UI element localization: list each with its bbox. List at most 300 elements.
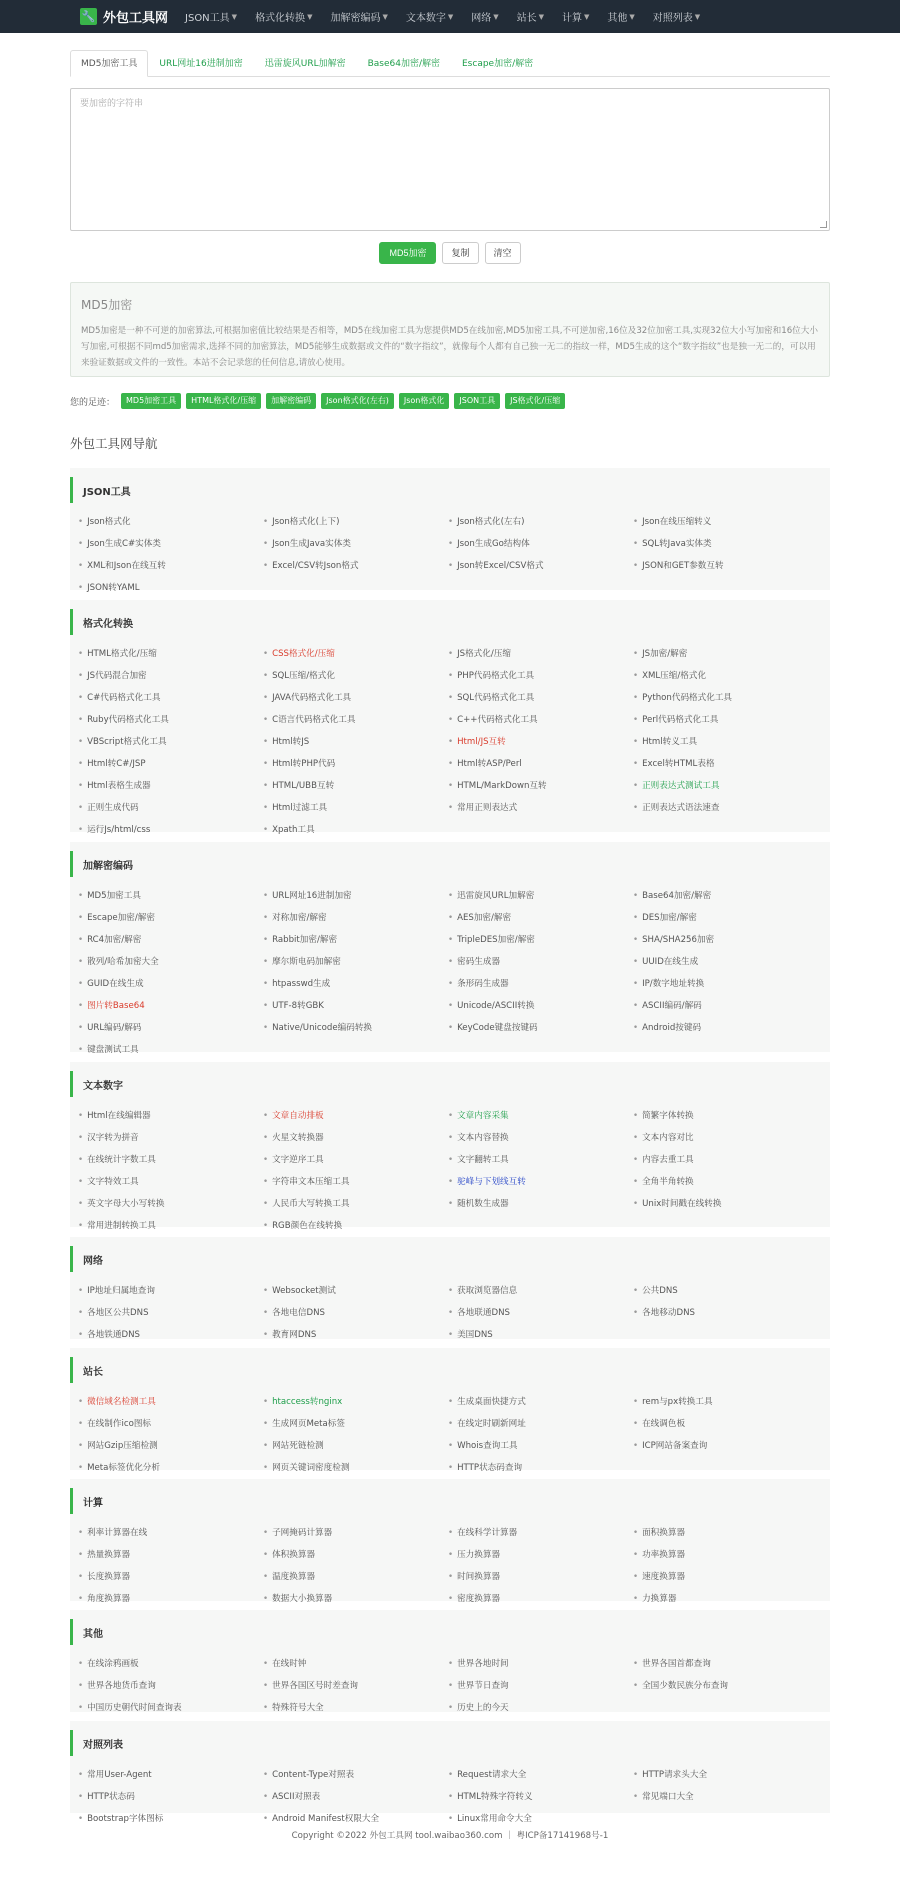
- tool-link[interactable]: [78, 1215, 263, 1237]
- tool-link[interactable]: [78, 1457, 263, 1479]
- tool-link[interactable]: [78, 753, 263, 775]
- tool-link-label: 对称加密/解密: [272, 913, 327, 923]
- tool-link[interactable]: [78, 775, 263, 797]
- bullet-icon: •: [263, 715, 269, 725]
- tool-link[interactable]: [78, 995, 263, 1017]
- section-grid: [70, 1645, 830, 1723]
- tool-link[interactable]: [633, 1391, 818, 1413]
- tool-link[interactable]: [448, 1653, 633, 1675]
- tool-link[interactable]: [448, 555, 633, 577]
- tool-link-label: Unicode/ASCII转换: [457, 1001, 535, 1011]
- tool-link[interactable]: [633, 885, 818, 907]
- tool-link-label: ASCII编码/解码: [642, 1001, 702, 1011]
- tool-link[interactable]: [633, 973, 818, 995]
- tool-link[interactable]: [78, 1280, 263, 1302]
- tool-link[interactable]: [263, 1522, 448, 1544]
- nav-section: [70, 842, 830, 1055]
- tool-link[interactable]: [448, 907, 633, 929]
- tool-tab[interactable]: Escape加密/解密: [462, 59, 534, 69]
- section-title: 站长: [70, 1357, 830, 1383]
- tool-link-label: Escape加密/解密: [87, 913, 155, 923]
- tool-link[interactable]: [78, 533, 263, 555]
- tool-link[interactable]: [263, 511, 448, 533]
- tool-link[interactable]: [78, 1039, 263, 1061]
- tool-link[interactable]: [633, 1017, 818, 1039]
- bullet-icon: •: [78, 539, 84, 549]
- bullet-icon: •: [78, 1528, 84, 1538]
- nav-section: [70, 1721, 830, 1824]
- caret-down-icon: ▼: [538, 12, 545, 21]
- tool-link[interactable]: [263, 1435, 448, 1457]
- nav-menu-item[interactable]: [176, 0, 246, 33]
- tool-link-label: HTML特殊字符转义: [457, 1792, 533, 1802]
- tool-link-label: 生成桌面快捷方式: [457, 1397, 526, 1407]
- tool-link[interactable]: [78, 885, 263, 907]
- copy-button[interactable]: 复制: [442, 242, 478, 264]
- tool-link[interactable]: [633, 1588, 818, 1610]
- tool-link-label: 世界各国区号时差查询: [272, 1681, 359, 1691]
- bullet-icon: •: [78, 715, 84, 725]
- tool-link[interactable]: [263, 1588, 448, 1610]
- tool-link[interactable]: [263, 1391, 448, 1413]
- tool-link[interactable]: [448, 1697, 633, 1719]
- tool-link-label: 常见端口大全: [642, 1792, 694, 1802]
- bullet-icon: •: [633, 693, 639, 703]
- tool-link[interactable]: [633, 1280, 818, 1302]
- bullet-icon: •: [263, 1594, 269, 1604]
- tool-link[interactable]: [633, 665, 818, 687]
- tool-link[interactable]: [263, 1193, 448, 1215]
- tool-link[interactable]: [448, 1105, 633, 1127]
- bullet-icon: •: [78, 1463, 84, 1473]
- bullet-icon: •: [263, 1441, 269, 1451]
- nav-menu-label: 计算: [562, 13, 583, 24]
- tool-link[interactable]: [263, 753, 448, 775]
- tool-link[interactable]: [78, 1653, 263, 1675]
- bullet-icon: •: [78, 1419, 84, 1429]
- bullet-icon: •: [633, 1397, 639, 1407]
- tool-link[interactable]: [263, 995, 448, 1017]
- tool-link[interactable]: [448, 1413, 633, 1435]
- tool-link[interactable]: [633, 1522, 818, 1544]
- trail-chip[interactable]: JSON工具: [454, 393, 500, 409]
- tool-link[interactable]: [78, 1786, 263, 1808]
- tool-link-label: TripleDES加密/解密: [457, 935, 535, 945]
- tool-link[interactable]: [448, 973, 633, 995]
- bullet-icon: •: [78, 1792, 84, 1802]
- tool-link[interactable]: [448, 1171, 633, 1193]
- bullet-icon: •: [448, 737, 454, 747]
- caret-down-icon: ▼: [584, 12, 590, 21]
- tool-link[interactable]: [633, 995, 818, 1017]
- tool-link[interactable]: [78, 1544, 263, 1566]
- tool-link[interactable]: [448, 1391, 633, 1413]
- tool-link[interactable]: [448, 775, 633, 797]
- tool-link[interactable]: [448, 1302, 633, 1324]
- section-title: 网络: [70, 1246, 830, 1272]
- tool-link-label: 正则表达式语法速查: [642, 803, 720, 813]
- tool-link[interactable]: [78, 973, 263, 995]
- tool-link[interactable]: [448, 1522, 633, 1544]
- tool-link[interactable]: [78, 665, 263, 687]
- tool-link[interactable]: [263, 775, 448, 797]
- tool-link[interactable]: [263, 1675, 448, 1697]
- clear-button[interactable]: 清空: [485, 242, 521, 264]
- tool-link[interactable]: [78, 1171, 263, 1193]
- tool-link[interactable]: [448, 753, 633, 775]
- bullet-icon: •: [78, 781, 84, 791]
- tool-link[interactable]: [78, 1302, 263, 1324]
- tool-link[interactable]: [448, 1544, 633, 1566]
- bullet-icon: •: [633, 1001, 639, 1011]
- tool-link[interactable]: [78, 951, 263, 973]
- bullet-icon: •: [263, 1286, 269, 1296]
- trail-chip[interactable]: JS格式化/压缩: [505, 393, 565, 409]
- tool-tab[interactable]: MD5加密工具: [70, 50, 148, 77]
- tool-link-label: C语言代码格式化工具: [272, 715, 356, 725]
- nav-menu-item[interactable]: [246, 0, 321, 33]
- tool-link[interactable]: [263, 731, 448, 753]
- tool-link[interactable]: [263, 1280, 448, 1302]
- tool-link[interactable]: [78, 1193, 263, 1215]
- tool-link[interactable]: [263, 1149, 448, 1171]
- bullet-icon: •: [448, 1550, 454, 1560]
- tool-link[interactable]: [78, 797, 263, 819]
- nav-menu-item[interactable]: [508, 0, 553, 33]
- tool-link[interactable]: [263, 951, 448, 973]
- tool-link[interactable]: [78, 555, 263, 577]
- bullet-icon: •: [448, 539, 454, 549]
- tool-link[interactable]: [78, 1697, 263, 1719]
- tool-link[interactable]: [78, 1522, 263, 1544]
- tool-link[interactable]: [633, 1653, 818, 1675]
- tool-link[interactable]: [633, 1675, 818, 1697]
- tool-link[interactable]: [263, 1566, 448, 1588]
- tool-link[interactable]: [633, 511, 818, 533]
- tool-link-label: 世界节日查询: [457, 1681, 509, 1691]
- tool-link[interactable]: [263, 819, 448, 841]
- tool-link-label: Json格式化: [87, 517, 131, 527]
- tool-link[interactable]: [448, 665, 633, 687]
- nav-menu-label: 格式化转换: [255, 13, 306, 24]
- tool-link[interactable]: [263, 1808, 448, 1830]
- tool-link[interactable]: [78, 643, 263, 665]
- tool-link-label: 速度换算器: [642, 1572, 686, 1582]
- tool-link[interactable]: [633, 1435, 818, 1457]
- bullet-icon: •: [263, 539, 269, 549]
- tool-link[interactable]: [263, 1764, 448, 1786]
- trail-chip[interactable]: MD5加密工具: [121, 393, 181, 409]
- bullet-icon: •: [78, 1703, 84, 1713]
- tool-link-label: 教育网DNS: [272, 1330, 317, 1340]
- trail-chip[interactable]: 加解密编码: [266, 393, 316, 409]
- tool-link[interactable]: [448, 1127, 633, 1149]
- tool-link[interactable]: [78, 687, 263, 709]
- tool-link[interactable]: [633, 1413, 818, 1435]
- bullet-icon: •: [633, 1155, 639, 1165]
- tool-link-label: HTTP状态码查询: [457, 1463, 523, 1473]
- tool-link[interactable]: [448, 687, 633, 709]
- tool-link[interactable]: [263, 907, 448, 929]
- tool-link[interactable]: [448, 709, 633, 731]
- bullet-icon: •: [78, 737, 84, 747]
- tool-link[interactable]: [263, 885, 448, 907]
- bullet-icon: •: [78, 1550, 84, 1560]
- tool-link[interactable]: [448, 1457, 633, 1479]
- tool-link[interactable]: [448, 1764, 633, 1786]
- tool-link[interactable]: [263, 1127, 448, 1149]
- section-grid: [70, 1514, 830, 1614]
- tool-link[interactable]: [78, 819, 263, 841]
- tool-link-label: 图片转Base64: [87, 1001, 145, 1011]
- tool-link[interactable]: [448, 533, 633, 555]
- trail-chip[interactable]: Json格式化(左右): [321, 393, 394, 409]
- bullet-icon: •: [263, 1463, 269, 1473]
- nav-menu-item[interactable]: [553, 0, 598, 33]
- tool-link[interactable]: [633, 929, 818, 951]
- tool-link[interactable]: [448, 1588, 633, 1610]
- bullet-icon: •: [448, 1572, 454, 1582]
- tool-link[interactable]: [78, 1105, 263, 1127]
- tool-link[interactable]: [263, 1653, 448, 1675]
- tool-link-label: ASCII对照表: [272, 1792, 321, 1802]
- nav-menu-item[interactable]: [321, 0, 396, 33]
- tool-link[interactable]: [633, 753, 818, 775]
- tool-link-label: 火星文转换器: [272, 1133, 324, 1143]
- tool-link[interactable]: [263, 1457, 448, 1479]
- tool-link[interactable]: [78, 1413, 263, 1435]
- tool-link[interactable]: [448, 995, 633, 1017]
- tool-link[interactable]: [448, 1786, 633, 1808]
- tool-link[interactable]: [78, 709, 263, 731]
- tool-link-label: 角度换算器: [87, 1594, 131, 1604]
- bullet-icon: •: [78, 1133, 84, 1143]
- tool-link[interactable]: [633, 1302, 818, 1324]
- tool-link[interactable]: [448, 1808, 633, 1830]
- tool-link[interactable]: [263, 1786, 448, 1808]
- tool-link[interactable]: [448, 1324, 633, 1346]
- tool-link[interactable]: [263, 1413, 448, 1435]
- tool-link[interactable]: [78, 731, 263, 753]
- tool-link[interactable]: [448, 1149, 633, 1171]
- tool-link[interactable]: [633, 1193, 818, 1215]
- intro-title: MD5加密: [81, 298, 133, 312]
- bullet-icon: •: [78, 803, 84, 813]
- tool-link[interactable]: [263, 533, 448, 555]
- tool-link[interactable]: [448, 731, 633, 753]
- tool-link[interactable]: [633, 1171, 818, 1193]
- tool-link-label: 运行Js/html/css: [87, 825, 151, 835]
- bullet-icon: •: [263, 1659, 269, 1669]
- tool-link[interactable]: [633, 1566, 818, 1588]
- nav-section: [70, 1348, 830, 1473]
- tool-link[interactable]: [448, 1675, 633, 1697]
- tool-link-label: 力换算器: [642, 1594, 677, 1604]
- tool-link-label: XML和Json在线互转: [87, 561, 166, 571]
- bullet-icon: •: [448, 759, 454, 769]
- tool-link[interactable]: [78, 1324, 263, 1346]
- bullet-icon: •: [633, 1199, 639, 1209]
- tool-link-label: 时间换算器: [457, 1572, 501, 1582]
- tool-link[interactable]: [448, 511, 633, 533]
- tool-link-label: 各地电信DNS: [272, 1308, 325, 1318]
- bullet-icon: •: [633, 737, 639, 747]
- resize-handle-icon[interactable]: [820, 221, 827, 228]
- bullet-icon: •: [448, 1594, 454, 1604]
- tool-link-label: AES加密/解密: [457, 913, 512, 923]
- nav-menu-item[interactable]: [397, 0, 462, 33]
- tool-link-label: 各地铁通DNS: [87, 1330, 140, 1340]
- tool-link[interactable]: [78, 929, 263, 951]
- tool-link-label: 子网掩码计算器: [272, 1528, 333, 1538]
- tool-link[interactable]: [78, 1391, 263, 1413]
- bullet-icon: •: [633, 1681, 639, 1691]
- tool-link[interactable]: [263, 665, 448, 687]
- nav-section: [70, 1062, 830, 1231]
- nav-section: [70, 468, 830, 593]
- tool-link[interactable]: [633, 907, 818, 929]
- tool-tab[interactable]: 迅雷旋风URL加解密: [264, 59, 346, 69]
- tool-link[interactable]: [633, 1105, 818, 1127]
- tool-link[interactable]: [78, 1435, 263, 1457]
- tool-link[interactable]: [78, 1017, 263, 1039]
- tool-link[interactable]: [263, 1544, 448, 1566]
- tool-link[interactable]: [448, 1435, 633, 1457]
- tool-link[interactable]: [263, 1017, 448, 1039]
- tool-link-label: Perl代码格式化工具: [642, 715, 719, 725]
- tool-link[interactable]: [633, 1786, 818, 1808]
- bullet-icon: •: [78, 1814, 84, 1824]
- tool-link-label: SHA/SHA256加密: [642, 935, 715, 945]
- tool-link-label: UUID在线生成: [642, 957, 699, 967]
- md5-input[interactable]: [70, 88, 830, 231]
- tool-link[interactable]: [263, 797, 448, 819]
- nav-menu-item[interactable]: [598, 0, 643, 33]
- nav-section: [70, 1479, 830, 1604]
- nav-menu-item[interactable]: [462, 0, 507, 33]
- nav-menu-item[interactable]: [644, 0, 709, 33]
- tool-tab[interactable]: Base64加密/解密: [367, 59, 440, 69]
- tool-link[interactable]: [633, 951, 818, 973]
- trail-chip[interactable]: HTML格式化/压缩: [186, 393, 261, 409]
- tool-link-label: 条形码生成器: [457, 979, 509, 989]
- tool-link[interactable]: [78, 1808, 263, 1830]
- tool-link[interactable]: [263, 687, 448, 709]
- tool-link-label: Excel转HTML表格: [642, 759, 715, 769]
- tool-link-label: 密度换算器: [457, 1594, 501, 1604]
- tool-link[interactable]: [263, 709, 448, 731]
- tool-link[interactable]: [448, 1193, 633, 1215]
- tool-link[interactable]: [633, 1127, 818, 1149]
- tool-link[interactable]: [448, 885, 633, 907]
- section-title: 文本数字: [70, 1071, 830, 1097]
- tool-link-label: Request请求大全: [457, 1770, 527, 1780]
- bullet-icon: •: [448, 1397, 454, 1407]
- tool-link[interactable]: [263, 973, 448, 995]
- tool-tab[interactable]: URL网址16进制加密: [159, 59, 243, 69]
- bullet-icon: •: [448, 1703, 454, 1713]
- section-grid: [70, 1097, 830, 1241]
- tool-link[interactable]: [263, 1105, 448, 1127]
- bullet-icon: •: [448, 1814, 454, 1824]
- tool-link[interactable]: [263, 929, 448, 951]
- tool-link[interactable]: [448, 797, 633, 819]
- tool-link-label: Bootstrap字体图标: [87, 1814, 164, 1824]
- tool-link-label: Html转义工具: [642, 737, 698, 747]
- tool-link[interactable]: [448, 1017, 633, 1039]
- tool-link[interactable]: [448, 951, 633, 973]
- tool-link-label: 特殊符号大全: [272, 1703, 324, 1713]
- tool-link-label: 利率计算器在线: [87, 1528, 148, 1538]
- tool-link[interactable]: [263, 1215, 448, 1237]
- tool-link[interactable]: [633, 687, 818, 709]
- action-buttons: [70, 242, 830, 264]
- tool-link[interactable]: [78, 511, 263, 533]
- tool-link[interactable]: [633, 709, 818, 731]
- tool-link[interactable]: [633, 533, 818, 555]
- bullet-icon: •: [633, 539, 639, 549]
- brand-logo[interactable]: [80, 7, 168, 26]
- nav-menu-label: 对照列表: [652, 13, 693, 24]
- tool-link[interactable]: [448, 1566, 633, 1588]
- tool-link[interactable]: [78, 1588, 263, 1610]
- bullet-icon: •: [263, 1177, 269, 1187]
- tool-link[interactable]: [633, 731, 818, 753]
- tool-link-label: htaccess转nginx: [272, 1397, 343, 1407]
- tool-link[interactable]: [263, 643, 448, 665]
- tool-link[interactable]: [633, 643, 818, 665]
- bullet-icon: •: [633, 913, 639, 923]
- tool-link-label: CSS格式化/压缩: [272, 649, 335, 659]
- tool-link[interactable]: [448, 1280, 633, 1302]
- footer-copyright: Copyright ©2022 外包工具网 tool.waibao360.com ｜ 粤ICP备17141968号-1: [291, 1831, 609, 1841]
- tool-link[interactable]: [78, 1149, 263, 1171]
- tool-link[interactable]: [78, 1764, 263, 1786]
- tool-link-label: 网站Gzip压缩检测: [87, 1441, 158, 1451]
- tool-link[interactable]: [448, 643, 633, 665]
- md5-encrypt-button[interactable]: MD5加密: [379, 242, 436, 264]
- tool-link[interactable]: [263, 555, 448, 577]
- tool-link-label: Content-Type对照表: [272, 1770, 355, 1780]
- tool-link[interactable]: [633, 555, 818, 577]
- tool-link[interactable]: [633, 1764, 818, 1786]
- tool-link[interactable]: [633, 797, 818, 819]
- bullet-icon: •: [633, 1550, 639, 1560]
- tool-link-label: 热量换算器: [87, 1550, 131, 1560]
- tool-link[interactable]: [633, 1149, 818, 1171]
- caret-down-icon: ▼: [447, 12, 454, 21]
- tool-link[interactable]: [633, 775, 818, 797]
- tool-link[interactable]: [78, 1127, 263, 1149]
- tool-link-label: SQL代码格式化工具: [457, 693, 535, 703]
- tool-link-label: 温度换算器: [272, 1572, 316, 1582]
- bullet-icon: •: [78, 1155, 84, 1165]
- tool-link[interactable]: [78, 577, 263, 599]
- tool-link[interactable]: [263, 1171, 448, 1193]
- tool-link[interactable]: [633, 1544, 818, 1566]
- trail-chip[interactable]: Json格式化: [399, 393, 450, 409]
- tool-link[interactable]: [448, 929, 633, 951]
- tool-link[interactable]: [263, 1302, 448, 1324]
- tool-link[interactable]: [78, 1675, 263, 1697]
- tool-link-label: Json在线压缩转义: [642, 517, 712, 527]
- tool-link[interactable]: [263, 1697, 448, 1719]
- tool-link[interactable]: [78, 1566, 263, 1588]
- tool-link[interactable]: [78, 907, 263, 929]
- tool-link-label: 在线时钟: [272, 1659, 307, 1669]
- bullet-icon: •: [78, 671, 84, 681]
- tool-link[interactable]: [263, 1324, 448, 1346]
